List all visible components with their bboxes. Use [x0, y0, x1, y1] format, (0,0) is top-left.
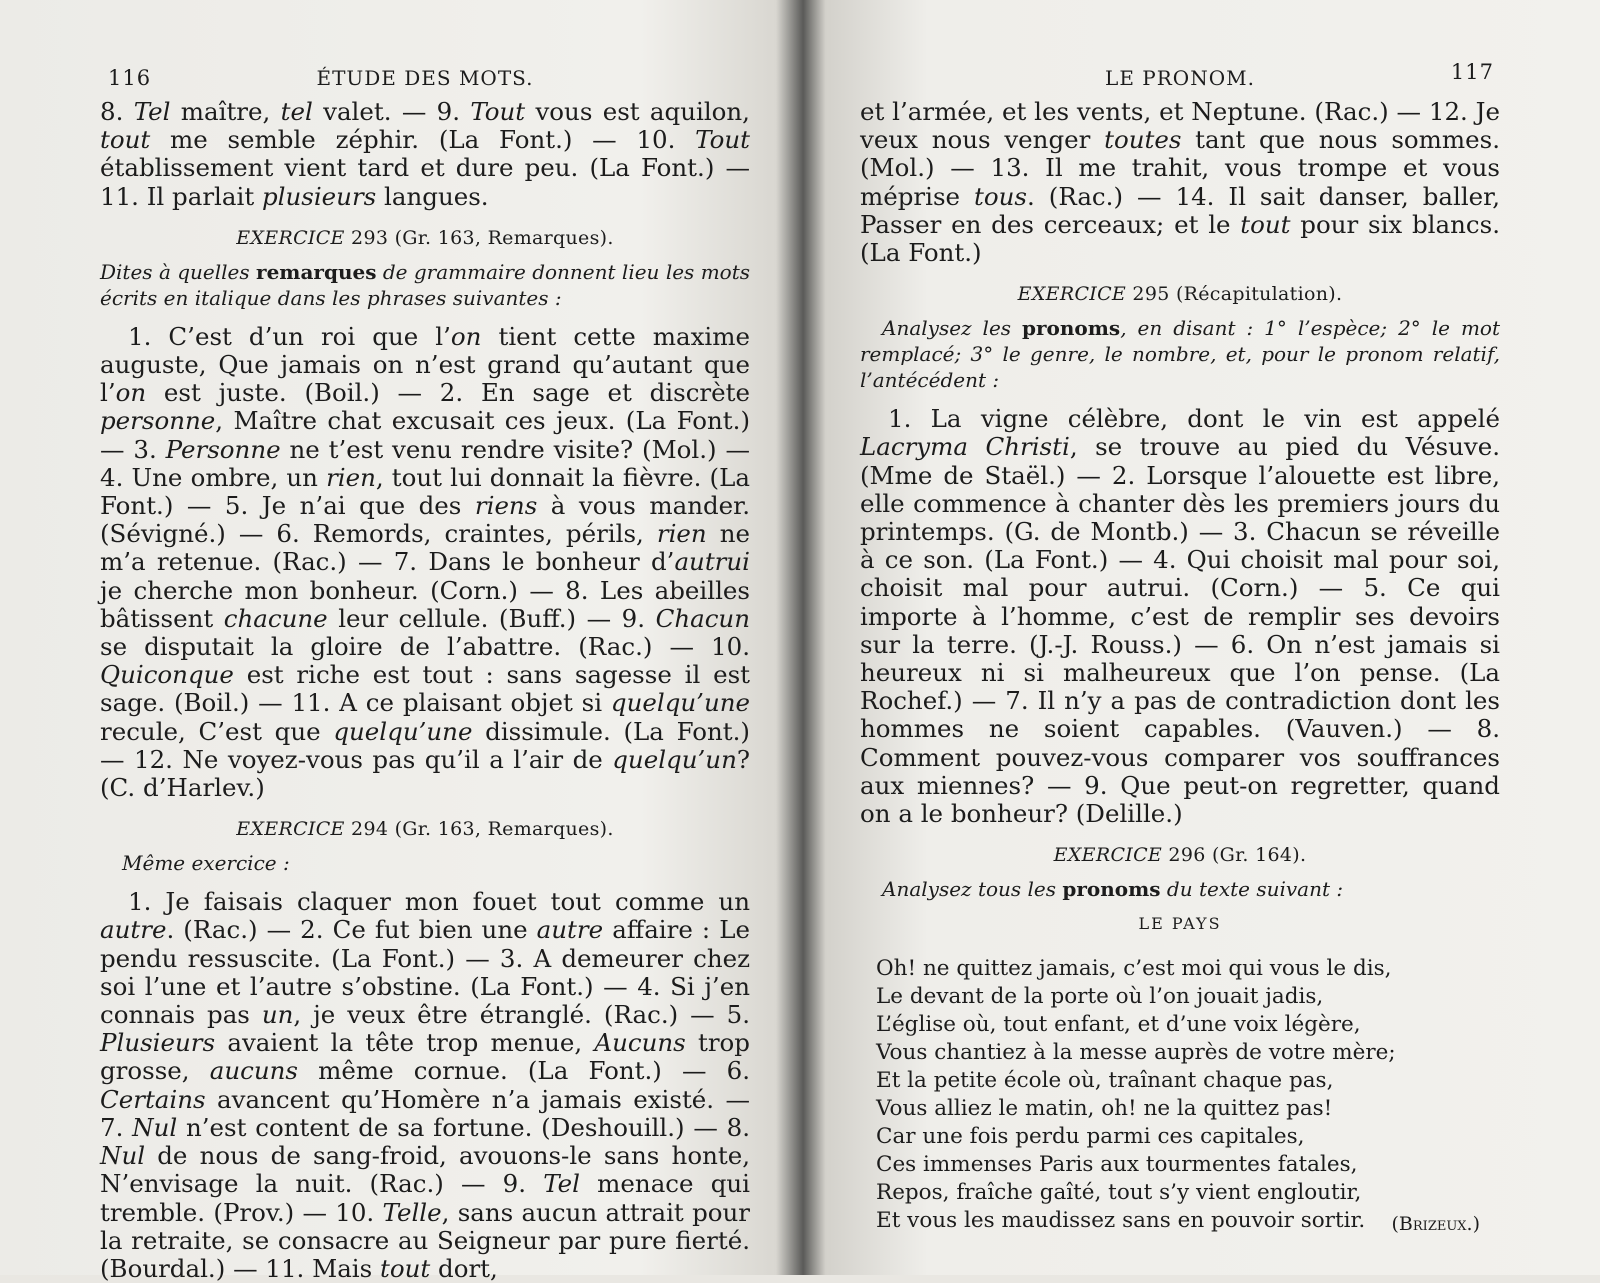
- text-run: quelqu’une: [610, 688, 750, 718]
- left-continuation-text: [100, 98, 750, 211]
- poem-attribution: (Brizeux.): [1391, 1213, 1480, 1236]
- text-run: tout: [380, 1253, 431, 1283]
- exercise-295-instruction: [860, 315, 1500, 393]
- text-run: . (Rac.) — 14. Il sait danser, baller, Passer en des cerceaux; et le: [860, 181, 1500, 239]
- poem-block: [860, 955, 1500, 1235]
- text-run: est riche est tout : sans sagesse il est sage. (Boil.) — 11. A ce plaisant objet si: [100, 660, 750, 718]
- text-run: , sans aucun attrait pour la retraite, se consacre au Seigneur par pure fierté. (Bourdal.) — 11. Mais: [100, 1197, 750, 1283]
- text-run: établissement vient tard et dure peu. (La Font.) — 11. Il parlait: [100, 153, 750, 211]
- exercise-293-heading: [100, 227, 750, 249]
- text-run: rien: [326, 462, 376, 492]
- text-run: Même exercice :: [122, 851, 290, 876]
- right-running-head: [860, 58, 1500, 98]
- text-run: dort,: [430, 1253, 498, 1283]
- text-run: tout: [100, 125, 151, 155]
- poem-line: Ces immenses Paris aux tourmentes fatales,: [876, 1152, 1358, 1178]
- text-run: 294 (Gr. 163, Remarques).: [344, 818, 614, 841]
- right-running-title: LE PRONOM.: [1105, 66, 1255, 90]
- left-running-title: ÉTUDE DES MOTS.: [316, 66, 534, 90]
- poem-title: LE PAYS: [1138, 914, 1222, 934]
- text-run: personne: [100, 406, 216, 436]
- text-run: avaient la tête trop menue,: [215, 1028, 595, 1058]
- text-run: Plusieurs: [100, 1028, 216, 1058]
- text-run: n’est content de sa fortune. (Deshouill.) — 8.: [177, 1112, 750, 1142]
- text-run: valet. — 9.: [312, 97, 471, 126]
- text-run: avancent qu’Homère n’a jamais existé. — 7.: [100, 1084, 750, 1142]
- poem-line: Repos, fraîche gaîté, tout s’y vient engloutir,: [876, 1180, 1362, 1206]
- text-run: , Maître chat excusait ces jeux. (La Font.) — 3.: [100, 406, 750, 464]
- text-run: dissimule. (La Font.) — 12. Ne voyez-vous pas qu’il a l’air de: [100, 716, 750, 774]
- text-run: tant que nous sommes. (Mol.) — 13. Il me trahit, vous trompe et vous méprise: [860, 125, 1500, 211]
- exercise-294-instruction: [100, 850, 750, 876]
- text-run: Analysez tous les: [882, 877, 1063, 902]
- text-run: . (Rac.) — 2. Ce fut bien une: [166, 915, 537, 945]
- text-run: on: [115, 378, 147, 408]
- text-run: est juste. (Boil.) — 2. En sage et discrète: [146, 378, 750, 408]
- text-run: EXERCICE: [1017, 283, 1127, 306]
- text-run: Dites à quelles: [100, 259, 257, 284]
- text-run: Tel: [133, 97, 171, 126]
- text-run: aucuns: [209, 1056, 298, 1086]
- text-run: me semble zéphir. (La Font.) — 10.: [150, 125, 696, 155]
- poem-line: Et vous les maudissez sans en pouvoir sortir.: [876, 1208, 1366, 1234]
- text-run: Nul: [100, 1141, 146, 1171]
- poem-line: L’église où, tout enfant, et d’une voix légère,: [876, 1012, 1361, 1038]
- exercise-293-text: [100, 323, 750, 802]
- text-run: quelqu’un: [612, 744, 737, 774]
- text-run: à vous mander. (Sévigné.) — 6. Remords, craintes, périls,: [100, 491, 750, 549]
- exercise-296-instruction: [860, 876, 1500, 902]
- text-run: un: [261, 1000, 294, 1030]
- text-run: tous: [974, 181, 1027, 211]
- text-run: quelqu’une: [333, 716, 473, 746]
- text-run: EXERCICE: [236, 818, 345, 841]
- text-run: même cornue. (La Font.) — 6.: [297, 1056, 750, 1086]
- text-run: trop grosse,: [100, 1028, 750, 1086]
- right-page: [860, 58, 1500, 1235]
- text-run: ? (C. d’Harlev.): [100, 744, 750, 803]
- text-run: Quiconque: [100, 660, 234, 690]
- poem-line: Vous chantiez à la messe auprès de votre mère;: [876, 1040, 1396, 1066]
- text-run: Lacryma Christi: [860, 432, 1070, 462]
- text-run: , en disant : 1° l’espèce; 2° le mot remplacé; 3° le genre, le nombre, et, pour le pronom relatif, l’antécédent :: [860, 316, 1501, 393]
- text-run: 1. La vigne célèbre, dont le vin est appelé: [888, 404, 1500, 434]
- left-page: [100, 58, 750, 1283]
- text-run: riens: [474, 491, 538, 521]
- text-run: tel: [280, 97, 313, 126]
- exercise-294-text: [100, 888, 750, 1283]
- text-run: de nous de sang-froid, avouons-le sans honte, N’envisage la nuit. (Rac.) — 9.: [100, 1141, 750, 1199]
- text-run: EXERCICE: [236, 226, 345, 249]
- text-run: pronoms: [1022, 316, 1121, 341]
- exercise-295-text: [860, 405, 1500, 828]
- text-run: Certains: [100, 1084, 206, 1114]
- right-page-number: 117: [1450, 60, 1494, 84]
- text-run: recule, C’est que: [100, 716, 334, 746]
- text-run: langues.: [376, 181, 489, 211]
- poem-line: Vous alliez le matin, oh! ne la quittez pas!: [876, 1096, 1333, 1122]
- text-run: autre: [100, 915, 167, 945]
- text-run: Tout: [470, 97, 526, 126]
- text-run: , se trouve au pied du Vésuve. (Mme de Staël.) — 2. Lorsque l’alouette est libre, elle commence à chanter dès les premiers jours du printemps. (G. de Montb.) — 3. Chacun se réveille à ce son. (La Font.) — 4. Qui choisit mal pour soi, choisit mal pour autrui. (Corn.) — 5. Ce qui importe à l’homme, c’est de remplir ses devoirs sur la terre. (J.-J. Rouss.) — 6. On n’est jamais si heureux ni si malheureux que l’on pense. (La Rochef.) — 7. Il n’y a pas de contradiction dont les hommes ne soient capables. (Vauven.) — 8. Comment pouvez-vous comparer vos souffrances aux miennes? — 9. Que peut-on regretter, quand on a le bonheur? (Delille.): [860, 432, 1500, 829]
- text-run: et l’armée, et les vents, et Neptune. (Rac.) — 12. Je veux nous venger: [860, 97, 1500, 155]
- text-run: plusieurs: [261, 181, 377, 211]
- text-run: pour six blancs. (La Font.): [860, 209, 1500, 268]
- text-run: autre: [536, 915, 604, 945]
- text-run: chacune: [223, 603, 328, 633]
- text-run: Aucuns: [594, 1028, 686, 1058]
- left-running-head: [100, 58, 750, 98]
- left-page-number: 116: [108, 66, 152, 90]
- text-run: Tout: [695, 125, 750, 155]
- text-run: tient cette maxime auguste, Que jamais on n’est grand qu’autant que l’: [100, 321, 750, 408]
- text-run: pronoms: [1062, 877, 1161, 902]
- text-run: Analysez les: [882, 316, 1023, 341]
- text-run: leur cellule. (Buff.) — 9.: [327, 603, 656, 633]
- text-run: Tel: [543, 1169, 580, 1199]
- text-run: Nul: [132, 1112, 178, 1142]
- text-run: autrui: [674, 547, 750, 577]
- text-run: , tout lui donnait la fièvre. (La Font.) — 5. Je n’ai que des: [100, 462, 750, 521]
- text-run: ne t’est venu rendre visite? (Mol.) — 4. Une ombre, un: [100, 434, 750, 492]
- text-run: maître,: [170, 97, 281, 126]
- text-run: , je veux être étranglé. (Rac.) — 5.: [293, 1000, 750, 1030]
- text-run: affaire : Le pendu ressuscite. (La Font.) — 3. A demeurer chez soi l’une et l’autre s’obstine. (La Font.) — 4. Si j’en connais pas: [100, 915, 751, 1030]
- exercise-295-heading: [860, 283, 1500, 305]
- right-continuation-text: [860, 98, 1500, 267]
- poem-lines: [876, 955, 1500, 1235]
- text-run: menace qui tremble. (Prov.) — 10.: [100, 1169, 750, 1227]
- text-run: vous est aquilon,: [525, 97, 750, 126]
- text-run: 1. C’est d’un roi que l’: [128, 321, 451, 351]
- text-run: 293 (Gr. 163, Remarques).: [344, 226, 614, 249]
- text-run: je cherche mon bonheur. (Corn.) — 8. Les abeilles bâtissent: [100, 575, 750, 633]
- text-run: 296 (Gr. 164).: [1162, 844, 1307, 867]
- text-run: tout: [1240, 209, 1291, 239]
- text-run: se disputait la gloire de l’abattre. (Rac.) — 10.: [100, 632, 750, 662]
- exercise-294-heading: [100, 818, 750, 840]
- exercise-293-instruction: [100, 259, 750, 311]
- text-run: 1. Je faisais claquer mon fouet tout comme un: [128, 887, 750, 917]
- text-run: rien: [656, 519, 707, 549]
- text-run: Personne: [165, 434, 281, 464]
- text-run: EXERCICE: [1053, 844, 1163, 867]
- text-run: ne m’a retenue. (Rac.) — 7. Dans le bonheur d’: [100, 519, 750, 577]
- text-run: du texte suivant :: [1160, 877, 1344, 902]
- poem-line: Le devant de la porte où l’on jouait jadis,: [876, 984, 1324, 1010]
- text-run: de grammaire donnent lieu les mots écrits en italique dans les phrases suivantes :: [100, 259, 750, 310]
- text-run: 295 (Récapitulation).: [1126, 283, 1343, 306]
- exercise-296-heading: [860, 844, 1500, 866]
- text-run: Chacun: [655, 603, 750, 633]
- poem-line: Et la petite école où, traînant chaque pas,: [876, 1068, 1334, 1094]
- text-run: remarques: [256, 259, 377, 284]
- poem-line: Oh! ne quittez jamais, c’est moi qui vous le dis,: [876, 956, 1392, 982]
- text-run: toutes: [1104, 125, 1182, 155]
- poem-line: Car une fois perdu parmi ces capitales,: [876, 1124, 1305, 1150]
- text-run: on: [450, 321, 482, 351]
- text-run: 8.: [100, 97, 134, 126]
- text-run: Telle: [382, 1197, 442, 1227]
